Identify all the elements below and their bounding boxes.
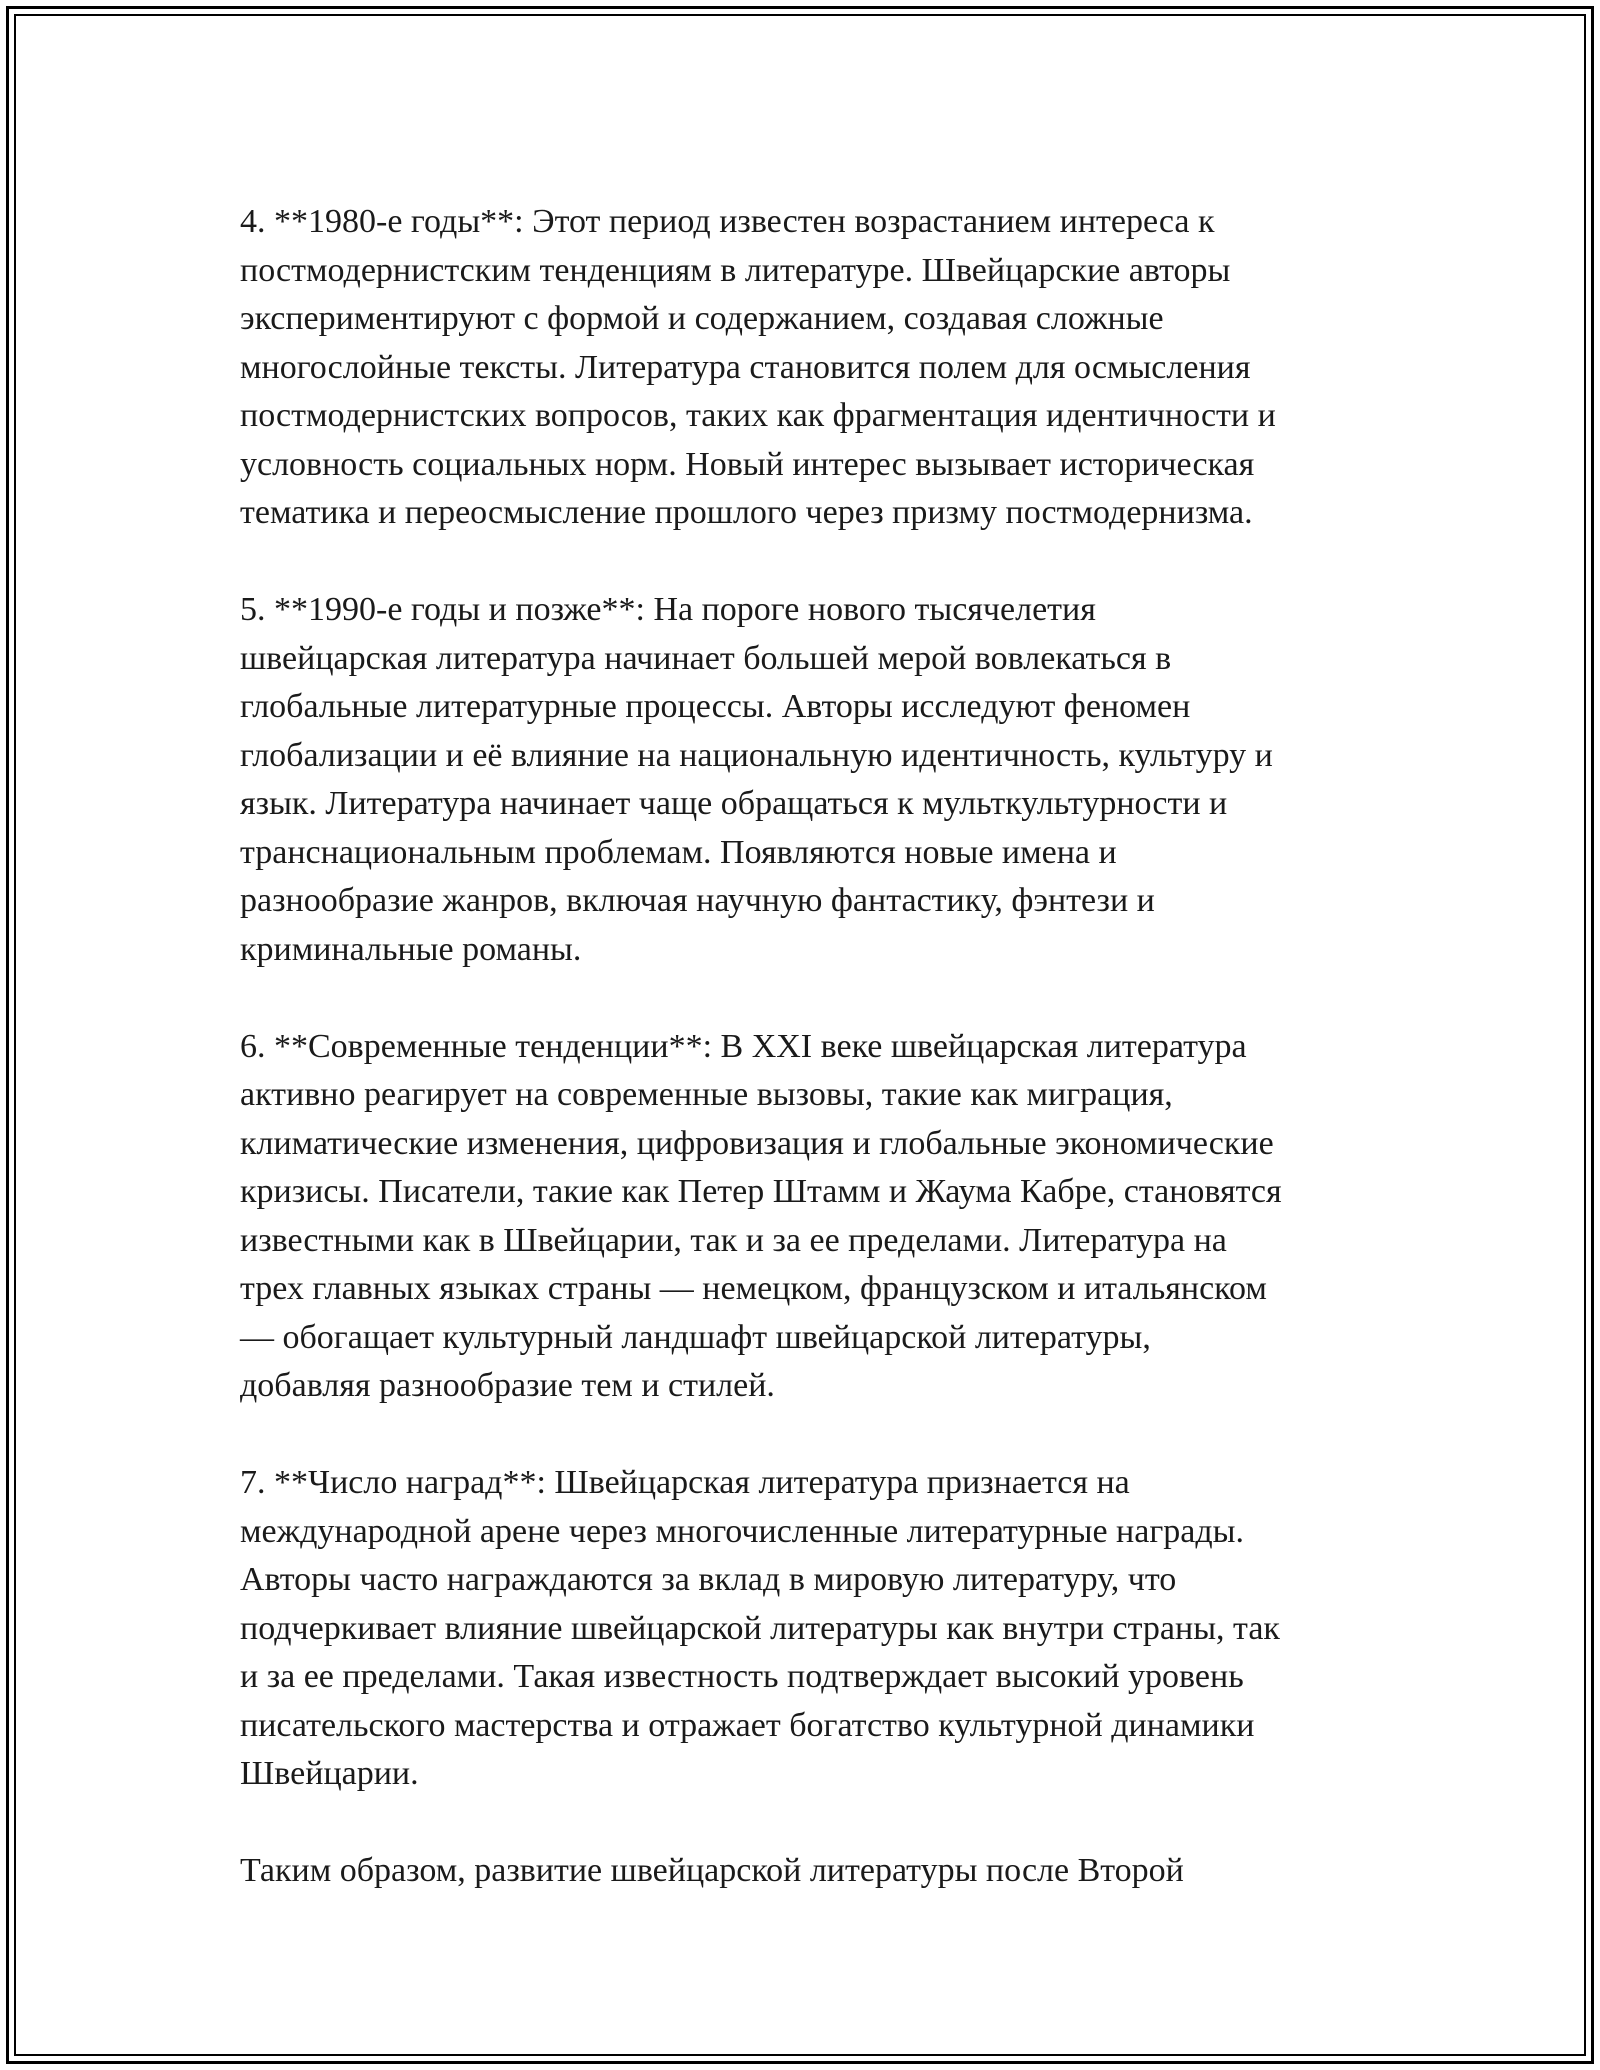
document-body: [240, 198, 1390, 1896]
text-line: многослойные тексты. Литература становится полем для осмысления: [240, 348, 1251, 386]
text-line: глобализации и её влияние на национальную идентичность, культуру и: [240, 736, 1273, 774]
text-line: кризисы. Писатели, такие как Петер Штамм и Жаума Кабре, становятся: [240, 1173, 1282, 1210]
text-line: Таким образом, развитие швейцарской литературы после Второй: [240, 1852, 1184, 1889]
page-border: [6, 6, 1594, 2064]
text-line: добавляя разнообразие тем и стилей.: [240, 1367, 775, 1404]
text-line: постмодернистским тенденциям в литературе. Швейцарские авторы: [240, 251, 1231, 289]
text-line: тематика и переосмысление прошлого через призму постмодернизма.: [240, 494, 1253, 531]
text-line: транснациональным проблемам. Появляются новые имена и: [240, 833, 1117, 871]
page-border-inner: [14, 14, 1586, 2056]
text-line: условность социальных норм. Новый интерес вызывает историческая: [240, 445, 1255, 483]
text-line: известными как в Швейцарии, так и за ее пределами. Литература на: [240, 1221, 1227, 1259]
text-line: 5. **1990-е годы и позже**: На пороге нового тысячелетия: [240, 591, 1096, 628]
text-line: глобальные литературные процессы. Авторы исследуют феномен: [240, 688, 1191, 725]
text-line: 4. **1980-е годы**: Этот период известен возрастанием интереса к: [240, 203, 1215, 240]
text-line: подчеркивает влияние швейцарской литературы как внутри страны, так: [240, 1609, 1280, 1647]
text-line: писательского мастерства и отражает богатство культурной динамики: [240, 1706, 1255, 1744]
text-line: и за ее пределами. Такая известность подтверждает высокий уровень: [240, 1658, 1244, 1695]
paragraph-item-4: [240, 198, 1390, 538]
text-line: экспериментируют с формой и содержанием, создавая сложные: [240, 300, 1164, 337]
text-line: Авторы часто награждаются за вклад в мировую литературу, что: [240, 1561, 1177, 1598]
text-line: язык. Литература начинает чаще обращаться к мульткультурности и: [240, 785, 1228, 822]
text-line: — обогащает культурный ландшафт швейцарской литературы,: [240, 1318, 1151, 1356]
paragraph-conclusion: [240, 1847, 1390, 1896]
text-line: международной арене через многочисленные литературные награды.: [240, 1512, 1245, 1550]
paragraph-item-5: [240, 586, 1390, 974]
text-line: разнообразие жанров, включая научную фантастику, фэнтези и: [240, 882, 1155, 919]
text-line: активно реагирует на современные вызовы, такие как миграция,: [240, 1076, 1173, 1113]
text-line: климатические изменения, цифровизация и глобальные экономические: [240, 1124, 1274, 1162]
text-line: швейцарская литература начинает большей мерой вовлекаться в: [240, 639, 1172, 677]
text-line: криминальные романы.: [240, 930, 582, 968]
paragraph-item-6: [240, 1023, 1390, 1411]
text-line: 7. **Число наград**: Швейцарская литература признается на: [240, 1464, 1130, 1501]
text-line: 6. **Современные тенденции**: В XXI веке швейцарская литература: [240, 1027, 1247, 1065]
text-line: Швейцарии.: [240, 1755, 419, 1792]
text-line: постмодернистских вопросов, таких как фрагментация идентичности и: [240, 397, 1276, 434]
paragraph-item-7: [240, 1459, 1390, 1799]
text-line: трех главных языках страны — немецком, французском и итальянском: [240, 1270, 1267, 1307]
